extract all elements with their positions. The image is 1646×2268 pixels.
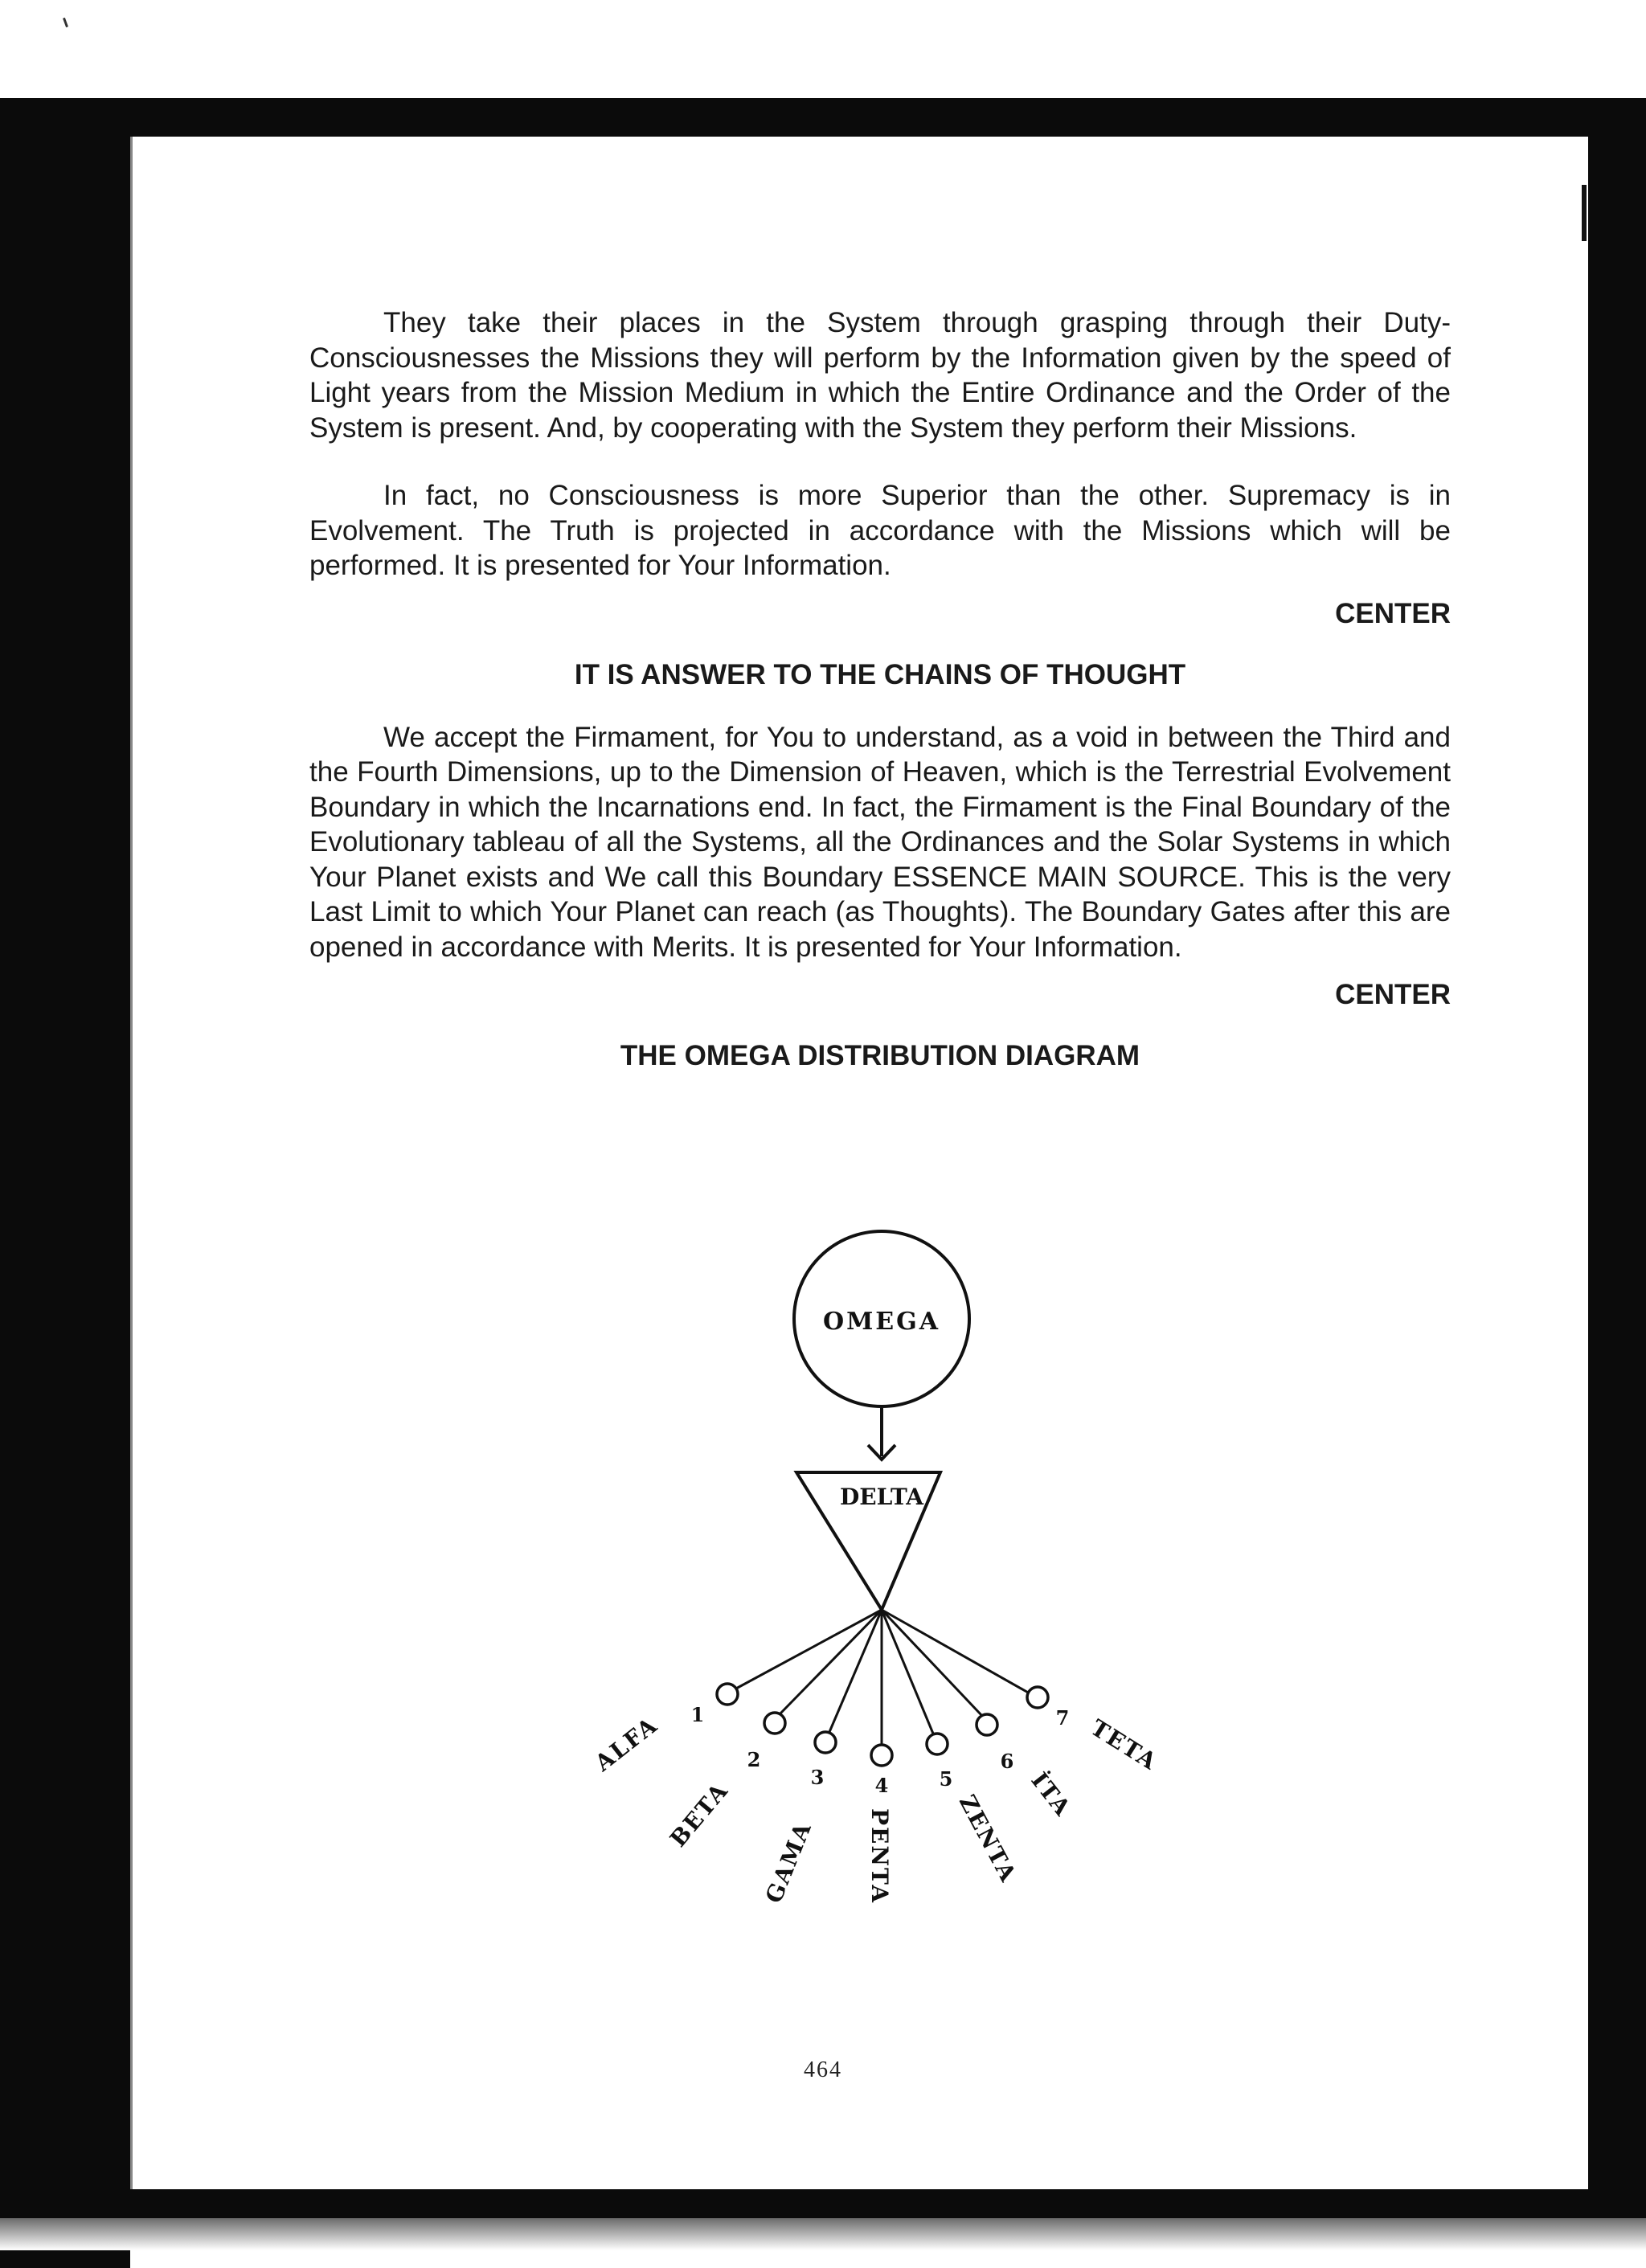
branch-line-3 xyxy=(829,1610,882,1732)
branch-node-6 xyxy=(977,1714,997,1735)
branch-line-6 xyxy=(882,1610,982,1716)
scan-border-top xyxy=(0,98,1646,137)
diagram-svg xyxy=(0,1222,1646,1945)
branch-name-zenta: ZENTA xyxy=(953,1790,1022,1887)
signature-center: CENTER xyxy=(1335,979,1451,1010)
branch-number-6: 6 xyxy=(1000,1750,1014,1773)
branch-number-5: 5 xyxy=(939,1767,953,1791)
page-number: 464 xyxy=(804,2057,842,2082)
branch-name-beta: BETA xyxy=(665,1777,734,1852)
branch-line-2 xyxy=(780,1610,882,1713)
paragraph: In fact, no Consciousness is more Superior than the other. Supremacy is in Evolvement. The Truth is projected in accordance with the Missions which will be performed. It is presented for Your Information. xyxy=(309,480,1451,581)
branch-line-5 xyxy=(882,1610,933,1734)
scan-shadow-bottom xyxy=(0,2218,1646,2250)
branch-name-gama: GAMA xyxy=(760,1817,817,1907)
scan-mark xyxy=(1582,185,1587,241)
branch-node-3 xyxy=(815,1732,836,1753)
signature-center: CENTER xyxy=(1335,597,1451,629)
paragraph: They take their places in the System through grasping through their Duty-Consciousnesses the Missions they will perform by the Information given by the speed of Light years from the Mission Medium in which the Entire Ordinance and the Order of the System is present. And, by cooperating with the System they perform their Missions. xyxy=(309,307,1451,444)
branch-name-alfa: ALFA xyxy=(589,1711,663,1777)
branch-number-4: 4 xyxy=(874,1774,889,1797)
branch-line-1 xyxy=(735,1610,882,1689)
branch-name-ita: İTA xyxy=(1026,1767,1077,1822)
omega-label: OMEGA xyxy=(822,1308,941,1336)
branch-node-2 xyxy=(764,1713,785,1734)
branch-node-1 xyxy=(717,1684,738,1705)
branch-number-7: 7 xyxy=(1055,1706,1070,1730)
omega-distribution-diagram xyxy=(0,1222,1646,1949)
branch-number-2: 2 xyxy=(747,1748,761,1771)
section-heading: IT IS ANSWER TO THE CHAINS OF THOUGHT xyxy=(574,658,1186,690)
branch-number-3: 3 xyxy=(810,1766,825,1789)
branch-line-7 xyxy=(882,1610,1030,1693)
branch-node-7 xyxy=(1027,1687,1048,1708)
paragraph: We accept the Firmament, for You to understand, as a void in between the Third and the Fourth Dimensions, up to the Dimension of Heaven, which is the Terrestrial Evolvement Boundary in which the Incarnations end. In fact, the Firmament is the Final Boundary of the Evolutionary tableau of all the Systems, all the Ordinances and the Solar Systems in which Your Planet exists and We call this Boundary ESSENCE MAIN SOURCE. This is the very Last Limit to which Your Planet can reach (as Thoughts). The Boundary Gates after this are opened in accordance with Merits. It is presented for Your Information. xyxy=(309,721,1451,963)
branch-number-1: 1 xyxy=(690,1703,705,1726)
branch-name-penta: PENTA xyxy=(866,1808,893,1905)
branch-node-4 xyxy=(871,1745,892,1766)
delta-label: DELTA xyxy=(839,1484,924,1510)
scan-border-bottom xyxy=(0,2189,1646,2218)
branch-name-teta: TETA xyxy=(1086,1713,1163,1776)
diagram-heading: THE OMEGA DISTRIBUTION DIAGRAM xyxy=(620,1040,1140,1071)
scan-speck xyxy=(63,18,68,27)
page-content xyxy=(309,305,1451,1101)
branch-node-5 xyxy=(927,1734,948,1754)
